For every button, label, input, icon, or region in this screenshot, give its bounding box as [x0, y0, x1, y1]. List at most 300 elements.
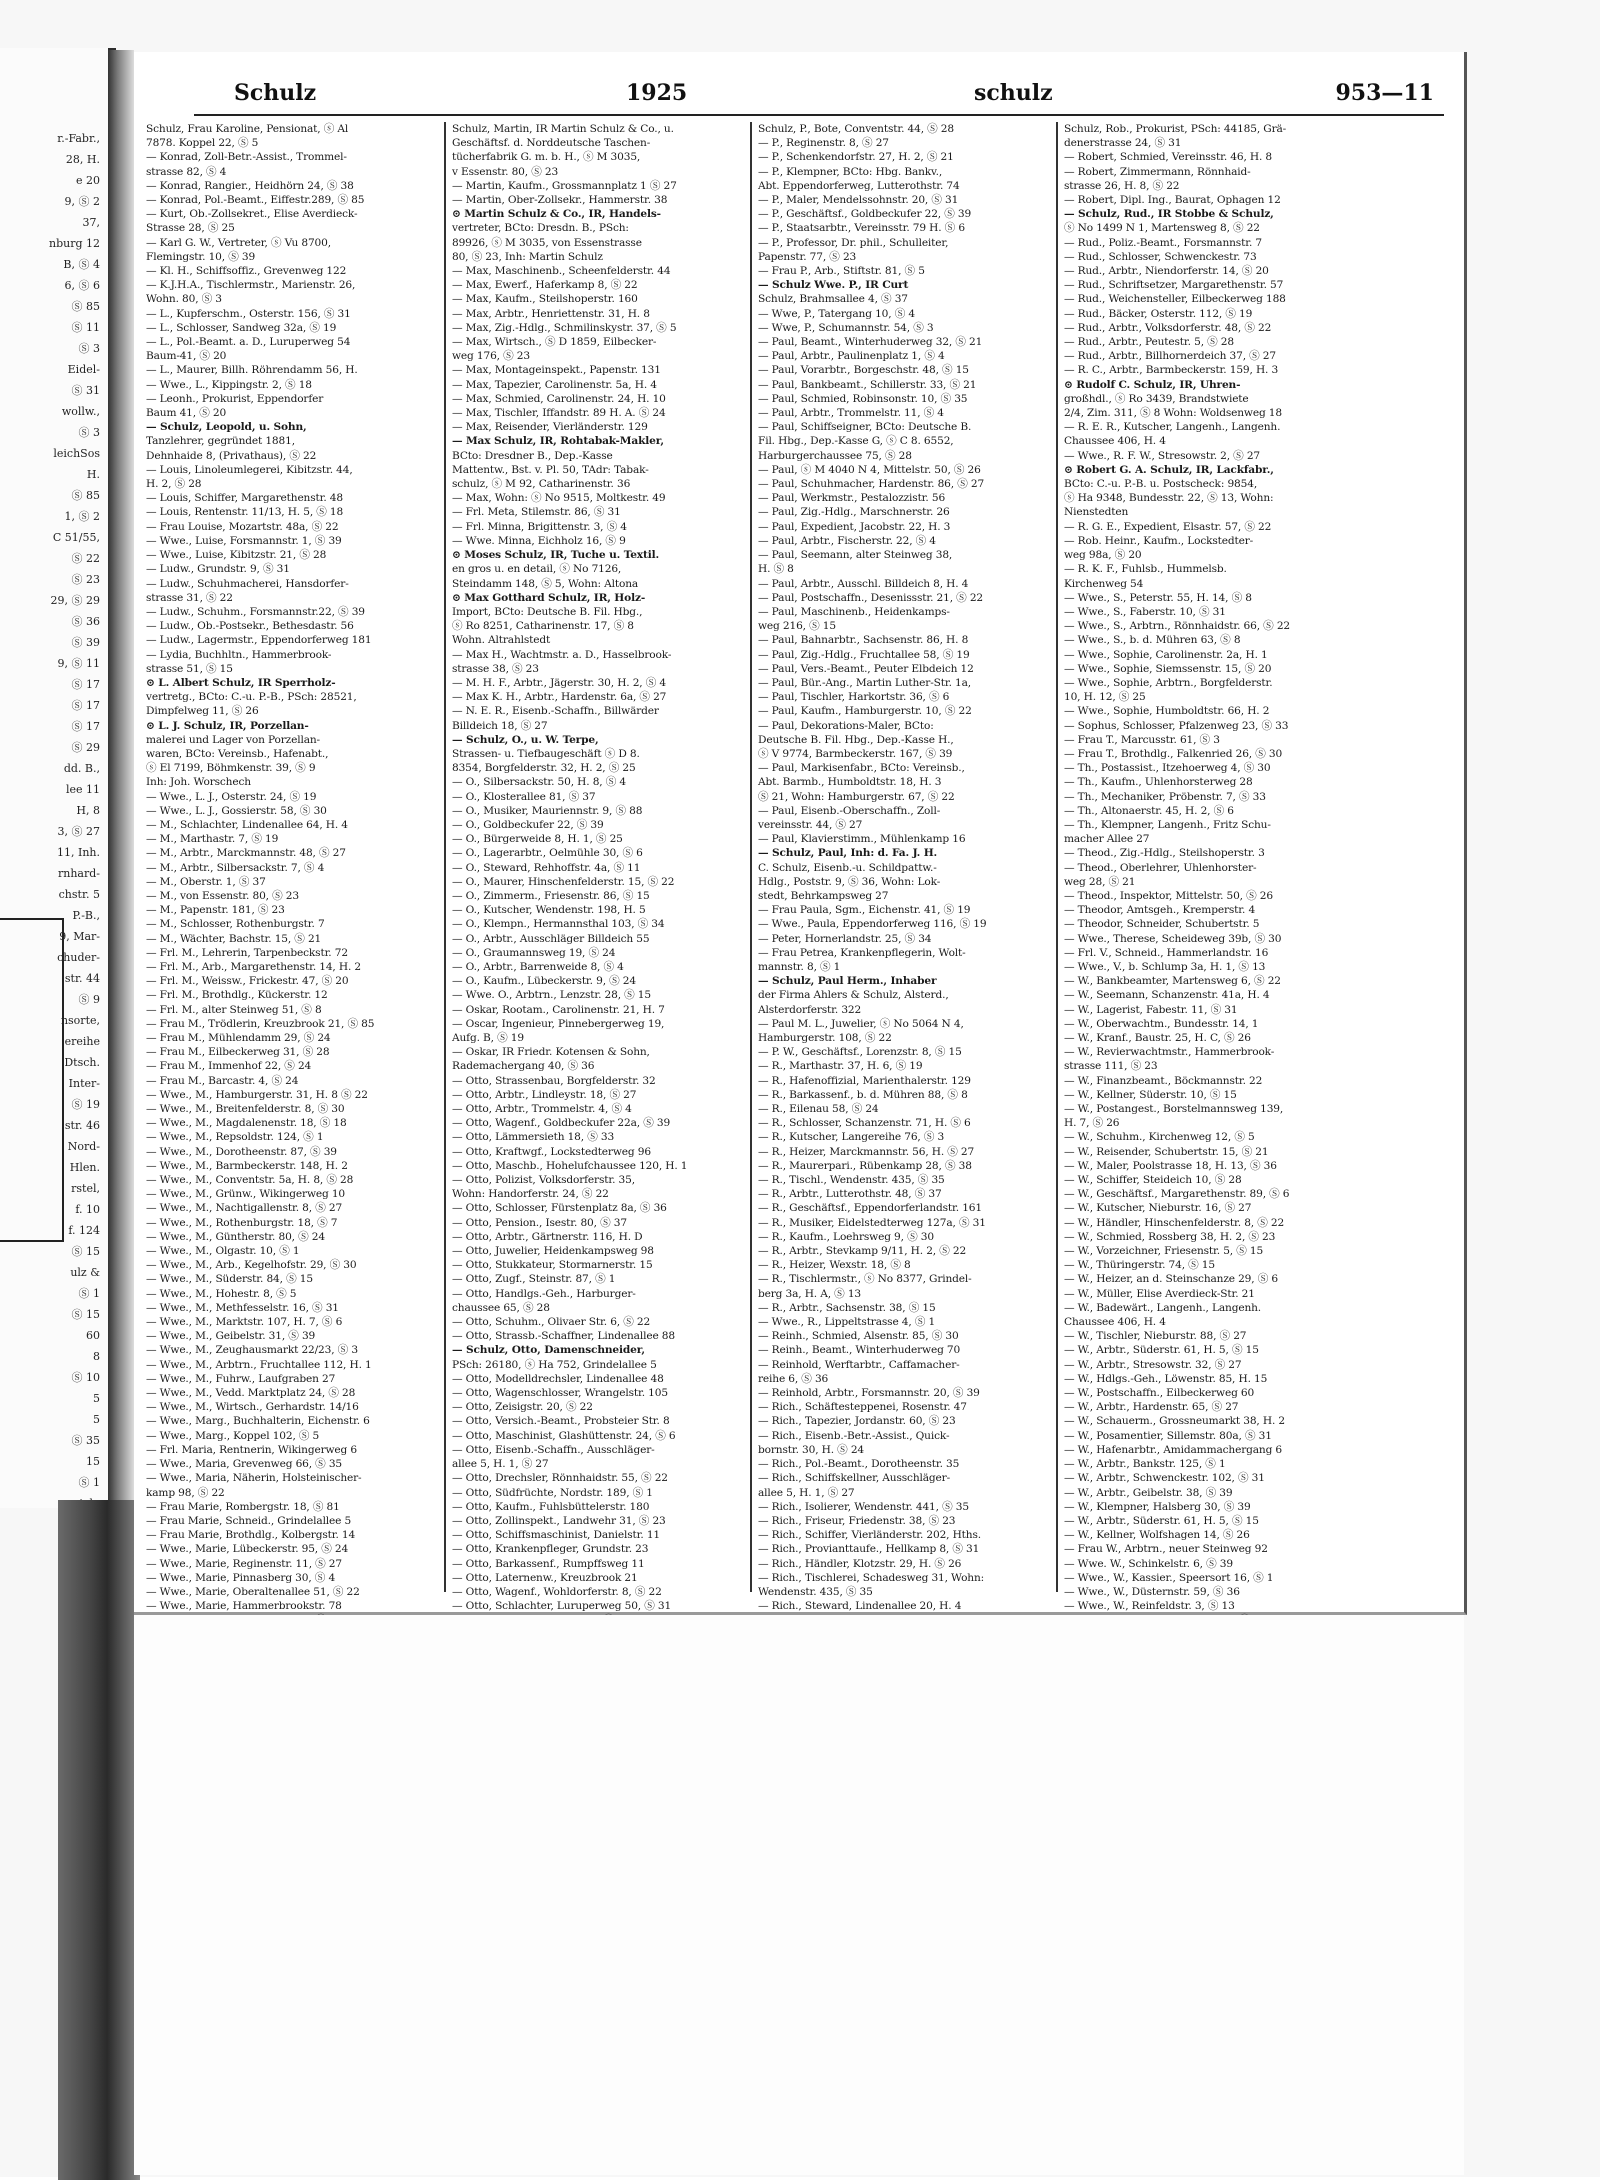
- directory-entry: — Otto, Wagenf., Wohldorferstr. 8, Ⓢ 22: [452, 1585, 662, 1598]
- directory-entry: — Ludw., Schuhmacherei, Hansdorfer-: [146, 577, 349, 590]
- directory-entry: PSch: 26180, ⓢ Ha 752, Grindelallee 5: [452, 1358, 657, 1371]
- directory-entry: Mattentw., Bst. v. Pl. 50, TAdr: Tabak-: [452, 463, 649, 476]
- directory-entry: — Otto, Strassenbau, Borgfelderstr. 32: [452, 1074, 656, 1087]
- directory-entry: — Otto, Handlgs.-Geh., Harburger-: [452, 1287, 636, 1300]
- directory-entry: Chaussee 406, H. 4: [1064, 1316, 1166, 1329]
- directory-entry: — Wwe., M., Hohestr. 8, Ⓢ 5: [146, 1287, 297, 1300]
- directory-entry: — Max, Ewerf., Haferkamp 8, Ⓢ 22: [452, 279, 638, 292]
- directory-entry: — Wwe. O., Arbtrn., Lenzstr. 28, Ⓢ 15: [452, 989, 651, 1002]
- directory-entry: — Robert, Dipl. Ing., Baurat, Ophagen 12: [1064, 194, 1281, 207]
- directory-entry: ⓢ V 9774, Barmbeckerstr. 167, Ⓢ 39: [758, 747, 953, 760]
- directory-entry: — Rich., Tischlerei, Schadesweg 31, Wohn:: [758, 1571, 985, 1584]
- left-page-fragment: leichSos: [53, 447, 100, 460]
- directory-entry: — Frau M., Barcastr. 4, Ⓢ 24: [146, 1074, 299, 1087]
- left-page-fragment: 8: [93, 1350, 100, 1363]
- left-page-fragment: dd. B.,: [63, 762, 100, 775]
- directory-entry: — Max, Tischler, Iffandstr. 89 H. A. Ⓢ 24: [452, 407, 666, 420]
- directory-entry: — O., Lagerarbtr., Oelmühle 30, Ⓢ 6: [452, 847, 643, 860]
- directory-entry: — Wwe., Maria, Grevenweg 66, Ⓢ 35: [146, 1458, 343, 1471]
- directory-entry: — Wwe. Minna, Eichholz 16, Ⓢ 9: [452, 534, 626, 547]
- directory-entry: macher Allee 27: [1064, 833, 1150, 846]
- directory-entry: — Reinh., Beamt., Winterhuderweg 70: [758, 1344, 961, 1357]
- directory-entry: — Rich., Händler, Klotzstr. 29, H. Ⓢ 26: [758, 1557, 962, 1570]
- directory-entry: — Max, Montageinspekt., Papenstr. 131: [452, 364, 661, 377]
- left-page-fragment: chuder-: [57, 951, 100, 964]
- directory-entry: Chaussee 406, H. 4: [1064, 435, 1166, 448]
- directory-entry: — Rich., Eisenb.-Betr.-Assist., Quick-: [758, 1429, 950, 1442]
- directory-entry: — Max, Reisender, Vierländerstr. 129: [452, 421, 648, 434]
- header-right-word: schulz: [974, 80, 1053, 106]
- directory-entry: — Otto, Maschb., Hohelufchaussee 120, H. 1: [452, 1159, 688, 1172]
- directory-entry: — Rud., Poliz.-Beamt., Forsmannstr. 7: [1064, 236, 1262, 249]
- directory-entry: — Max, Wirtsch., Ⓢ D 1859, Eilbecker-: [452, 336, 657, 349]
- directory-entry: — W., Reisender, Schubertstr. 15, Ⓢ 21: [1064, 1145, 1269, 1158]
- directory-entry: — Wwe., R., Lippeltstrasse 4, Ⓢ 1: [758, 1316, 936, 1329]
- directory-entry: — Otto, Lämmersieth 18, Ⓢ 33: [452, 1131, 615, 1144]
- directory-entry: — W., Arbtr., Schwenckestr. 102, Ⓢ 31: [1064, 1472, 1265, 1485]
- directory-entry: — R., Tischlermstr., ⓢ No 8377, Grindel-: [758, 1273, 972, 1286]
- directory-entry: — W., Hafenarbtr., Amidammachergang 6: [1064, 1443, 1283, 1456]
- directory-entry: — Otto, Laternenw., Kreuzbrook 21: [452, 1571, 638, 1584]
- directory-entry: strasse 82, Ⓢ 4: [146, 165, 227, 178]
- directory-entry: — P. W., Geschäftsf., Lorenzstr. 8, Ⓢ 15: [758, 1046, 962, 1059]
- column-3: [758, 122, 1050, 1613]
- left-page-fragment: Ⓢ 31: [71, 384, 100, 397]
- directory-entry: — W., Kranf., Baustr. 25, H. C, Ⓢ 26: [1064, 1032, 1251, 1044]
- directory-entry: — Paul, Klavierstimm., Mühlenkamp 16: [758, 833, 966, 846]
- directory-entry: — Paul, Vorarbtr., Borgeschstr. 48, Ⓢ 15: [758, 364, 969, 377]
- directory-entry: — Peter, Hornerlandstr. 25, Ⓢ 34: [758, 932, 932, 945]
- directory-entry: — Max, Schmied, Carolinenstr. 24, H. 10: [452, 392, 666, 405]
- directory-entry: — W., Vorzeichner, Friesenstr. 5, Ⓢ 15: [1064, 1245, 1264, 1258]
- directory-entry: — O., Graumannsweg 19, Ⓢ 24: [452, 946, 616, 959]
- left-page-fragment: Ⓢ 9: [78, 993, 100, 1006]
- directory-entry: — Frau M., Eilbeckerweg 31, Ⓢ 28: [146, 1046, 330, 1059]
- directory-entry: — Otto, Schiffsmaschinist, Danielstr. 11: [452, 1529, 661, 1542]
- directory-entry: — Wwe., Marie, Lübeckerstr. 95, Ⓢ 24: [146, 1543, 349, 1556]
- directory-entry: v Essenstr. 80, Ⓢ 23: [452, 165, 559, 178]
- directory-entry: Schulz, Frau Karoline, Pensionat, ⓢ Al: [146, 123, 349, 135]
- directory-entry: — Wwe., M., Zeughausmarkt 22/23, Ⓢ 3: [146, 1344, 358, 1357]
- directory-page: [134, 52, 1467, 1615]
- left-page-fragment: ulz &: [70, 1266, 100, 1279]
- directory-entry: — Frau Louise, Mozartstr. 48a, Ⓢ 22: [146, 520, 339, 533]
- directory-entry: — R. G. E., Expedient, Elsastr. 57, Ⓢ 22: [1064, 520, 1272, 533]
- directory-entry: 89926, ⓢ M 3035, von Essenstrasse: [452, 236, 642, 249]
- directory-entry: — W., Arbtr., Geibelstr. 38, Ⓢ 39: [1064, 1486, 1233, 1499]
- left-page-fragment: Ⓢ 1: [78, 1287, 100, 1300]
- directory-entry: Papenstr. 77, Ⓢ 23: [758, 250, 857, 263]
- directory-entry: — Th., Klempner, Langenh., Fritz Schu-: [1064, 818, 1271, 831]
- directory-entry: — Robert, Schmied, Vereinsstr. 46, H. 8: [1064, 151, 1272, 164]
- directory-entry: schulz, ⓢ M 92, Catharinenstr. 36: [452, 478, 631, 491]
- directory-entry: — Martin, Kaufm., Grossmannplatz 1 Ⓢ 27: [452, 179, 677, 192]
- directory-entry: großhdl., ⓢ Ro 3439, Brandstwiete: [1064, 392, 1249, 405]
- directory-entry: allee 5, H. 1, Ⓢ 27: [452, 1458, 549, 1471]
- directory-entry: strasse 26, H. 8, Ⓢ 22: [1064, 179, 1180, 192]
- header-year: 1925: [626, 80, 688, 106]
- directory-entry: — W., Arbtr., Süderstr. 61, H. 5, Ⓢ 15: [1064, 1344, 1259, 1357]
- directory-entry: — Max, Tapezier, Carolinenstr. 5a, H. 4: [452, 378, 657, 391]
- directory-entry: — Wwe., Marie, Reginenstr. 11, Ⓢ 27: [146, 1557, 342, 1570]
- directory-entry: — Wwe., M., Vedd. Marktplatz 24, Ⓢ 28: [146, 1387, 356, 1400]
- directory-entry: — R., Eilenau 58, Ⓢ 24: [758, 1103, 879, 1116]
- directory-entry: — Th., Postassist., Itzehoerweg 4, Ⓢ 30: [1064, 762, 1271, 775]
- directory-entry: — Paul, Werkmstr., Pestalozzistr. 56: [758, 492, 946, 505]
- left-page-fragment: 11, Inh.: [56, 846, 100, 859]
- directory-entry: — Wwe., M., Olgastr. 10, Ⓢ 1: [146, 1245, 300, 1258]
- directory-entry: — W., Arbtr., Hardenstr. 65, Ⓢ 27: [1064, 1401, 1239, 1414]
- directory-entry: — Reinh., Schmied, Alsenstr. 85, Ⓢ 30: [758, 1330, 959, 1343]
- directory-entry: — Schulz Wwe. P., IR Curt: [758, 279, 909, 292]
- left-page-fragment: Ⓢ 29: [71, 741, 100, 754]
- directory-entry: — Frl. M., alter Steinweg 51, Ⓢ 8: [146, 1003, 322, 1016]
- directory-entry: weg 176, Ⓢ 23: [452, 350, 530, 363]
- directory-entry: — Paul, Bankbeamt., Schillerstr. 33, Ⓢ 21: [758, 378, 977, 391]
- column-rule: [444, 122, 446, 1592]
- directory-entry: — Frau Marie, Schneid., Grindelallee 5: [146, 1514, 352, 1527]
- directory-entry: — Louis, Schiffer, Margarethenstr. 48: [146, 492, 343, 505]
- directory-entry: — W., Heizer, an d. Steinschanze 29, Ⓢ 6: [1064, 1273, 1278, 1286]
- directory-entry: — Wwe., R. F. W., Stresowstr. 2, Ⓢ 27: [1064, 449, 1260, 462]
- directory-entry: 8354, Borgfelderstr. 32, H. 2, Ⓢ 25: [452, 762, 636, 775]
- directory-entry: — W., Oberwachtm., Bundesstr. 14, 1: [1064, 1017, 1259, 1030]
- directory-entry: — R., Arbtr., Stevkamp 9/11, H. 2, Ⓢ 22: [758, 1245, 967, 1258]
- directory-entry: — Rud., Arbtr., Billhornerdeich 37, Ⓢ 27: [1064, 350, 1276, 363]
- directory-entry: — Schulz, Paul, Inh: d. Fa. J. H.: [758, 847, 938, 860]
- directory-entry: strasse 111, Ⓢ 23: [1064, 1060, 1158, 1073]
- directory-entry: — Schulz, Leopold, u. Sohn,: [146, 421, 307, 434]
- directory-entry: — Paul, Schiffseigner, BCto: Deutsche B.: [758, 421, 972, 434]
- left-page-fragment: 5: [93, 1392, 100, 1405]
- directory-entry: — Otto, Südfrüchte, Nordstr. 189, Ⓢ 1: [452, 1486, 653, 1499]
- directory-entry: — P., Reginenstr. 8, Ⓢ 27: [758, 137, 889, 150]
- directory-entry: — O., Klempn., Hermannsthal 103, Ⓢ 34: [452, 918, 665, 931]
- directory-entry: — P., Geschäftsf., Goldbeckufer 22, Ⓢ 39: [758, 208, 972, 221]
- directory-entry: — W., Bankbeamter, Martensweg 6, Ⓢ 22: [1064, 975, 1281, 988]
- directory-entry: — Otto, Maschinist, Glashüttenstr. 24, Ⓢ 6: [452, 1429, 676, 1442]
- directory-entry: — L., Maurer, Billh. Röhrendamm 56, H.: [146, 364, 358, 377]
- directory-entry: — Martin, Ober-Zollsekr., Hammerstr. 38: [452, 194, 668, 207]
- left-page-fragment: chstr. 5: [58, 888, 100, 901]
- directory-entry: — Paul, Beamt., Winterhuderweg 32, Ⓢ 21: [758, 336, 983, 349]
- directory-entry: Strassen- u. Tiefbaugeschäft ⓢ D 8.: [452, 747, 640, 760]
- directory-entry: — Lydia, Buchhltn., Hammerbrook-: [146, 648, 332, 661]
- directory-entry: — R., Marthastr. 37, H. 6, Ⓢ 19: [758, 1060, 923, 1073]
- left-page-fragment: Ⓢ 11: [71, 321, 100, 334]
- directory-entry: — Paul, Zig.-Hdlg., Fruchtallee 58, Ⓢ 19: [758, 648, 970, 661]
- directory-entry: ⓢ Ha 9348, Bundesstr. 22, Ⓢ 13, Wohn:: [1064, 492, 1274, 505]
- directory-entry: — W., Posamentier, Sillemstr. 80a, Ⓢ 31: [1064, 1429, 1272, 1442]
- directory-entry: — Rud., Arbtr., Peutestr. 5, Ⓢ 28: [1064, 336, 1234, 349]
- directory-entry: — Wwe., W., Düsternstr. 59, Ⓢ 36: [1064, 1585, 1240, 1598]
- directory-entry: — Paul, Arbtr., Trommelstr. 11, Ⓢ 4: [758, 407, 944, 420]
- directory-entry: Baum-41, Ⓢ 20: [146, 350, 227, 363]
- directory-entry: — Wwe., S., Faberstr. 10, Ⓢ 31: [1064, 605, 1226, 618]
- directory-entry: — Wwe., M., Breitenfelderstr. 8, Ⓢ 30: [146, 1103, 345, 1116]
- left-page-fragment: Ⓢ 15: [71, 1245, 100, 1258]
- directory-entry: — M., Schlosser, Rothenburgstr. 7: [146, 918, 325, 931]
- left-page-fragment: 15: [86, 1455, 100, 1468]
- directory-entry: — Th., Altonaerstr. 45, H. 2, Ⓢ 6: [1064, 804, 1234, 817]
- left-page-fragment: Ⓢ 23: [71, 573, 100, 586]
- directory-entry: — W., Maler, Poolstrasse 18, H. 13, Ⓢ 36: [1064, 1159, 1277, 1172]
- directory-entry: — Otto, Schlosser, Fürstenplatz 8a, Ⓢ 36: [452, 1202, 667, 1215]
- directory-entry: — Otto, Stukkateur, Stormarnerstr. 15: [452, 1259, 653, 1272]
- directory-entry: — Wwe., Marie, Pinnasberg 30, Ⓢ 4: [146, 1571, 336, 1584]
- directory-entry: strasse 31, Ⓢ 22: [146, 591, 233, 604]
- directory-entry: ⓢ Ro 8251, Catharinenstr. 17, Ⓢ 8: [452, 620, 634, 633]
- directory-entry: — W., Schiffer, Steideich 10, Ⓢ 28: [1064, 1174, 1242, 1187]
- directory-entry: — Schulz, O., u. W. Terpe,: [452, 733, 599, 746]
- directory-entry: — Frl. Minna, Brigittenstr. 3, Ⓢ 4: [452, 520, 627, 533]
- directory-entry: Baum 41, Ⓢ 20: [146, 407, 227, 420]
- header-left-word: Schulz: [234, 80, 317, 106]
- directory-entry: — Wwe., M., Geibelstr. 31, Ⓢ 39: [146, 1330, 316, 1343]
- left-page-fragment: C 51/55,: [52, 531, 100, 544]
- left-page-fragment: nburg 12: [48, 237, 100, 250]
- directory-entry: — Paul, Maschinenb., Heidenkamps-: [758, 605, 950, 618]
- directory-entry: stedt, Behrkampsweg 27: [758, 889, 889, 902]
- directory-entry: — Otto, Schlachter, Luruperweg 50, Ⓢ 31: [452, 1600, 672, 1613]
- directory-entry: — Rich., Schiffer, Vierländerstr. 202, Hths.: [758, 1529, 981, 1542]
- directory-entry: Wohn. Altrahlstedt: [452, 634, 551, 647]
- directory-entry: ⊙ Martin Schulz & Co., IR, Handels-: [452, 208, 661, 221]
- directory-entry: Alsterdorferstr. 322: [758, 1003, 862, 1016]
- directory-entry: — Rich., Schäftesteppenei, Rosenstr. 47: [758, 1401, 967, 1414]
- directory-entry: — O., Klosterallee 81, Ⓢ 37: [452, 790, 596, 803]
- directory-entry: — Rud., Schlosser, Schwenckestr. 73: [1064, 250, 1257, 263]
- directory-entry: 10, H. 12, Ⓢ 25: [1064, 691, 1146, 704]
- left-page-fragment: Eidel-: [67, 363, 100, 376]
- directory-entry: — Paul, Tischler, Harkortstr. 36, Ⓢ 6: [758, 691, 950, 704]
- directory-entry: — Otto, Eisenb.-Schaffn., Ausschläger-: [452, 1443, 655, 1456]
- directory-entry: — M., Oberstr. 1, Ⓢ 37: [146, 875, 266, 888]
- directory-entry: — Wwe., M., Nachtigallenstr. 8, Ⓢ 27: [146, 1202, 343, 1215]
- directory-entry: Schulz, Brahmsallee 4, Ⓢ 37: [758, 293, 908, 306]
- directory-entry: — P., Schenkendorfstr. 27, H. 2, Ⓢ 21: [758, 151, 954, 164]
- column-rule: [1056, 122, 1058, 1592]
- left-page-fragment: P.-B.,: [72, 909, 100, 922]
- directory-entry: — Frau P., Arb., Stiftstr. 81, Ⓢ 5: [758, 265, 925, 278]
- directory-entry: — L., Kupferschm., Osterstr. 156, Ⓢ 31: [146, 307, 351, 320]
- directory-entry: — Wwe., M., Conventstr. 5a, H. 8, Ⓢ 28: [146, 1174, 354, 1187]
- directory-entry: weg 98a, Ⓢ 20: [1064, 549, 1142, 562]
- directory-entry: — W., Tischler, Nieburstr. 88, Ⓢ 27: [1064, 1330, 1247, 1343]
- left-page-box: [0, 918, 64, 1242]
- directory-entry: — Wwe., W., Reinfeldstr. 3, Ⓢ 13: [1064, 1600, 1235, 1613]
- directory-entry: — Max, Arbtr., Henriettenstr. 31, H. 8: [452, 307, 650, 320]
- directory-entry: — Max, Maschinenb., Scheenfelderstr. 44: [452, 265, 671, 278]
- directory-entry: 2/4, Zim. 311, Ⓢ 8 Wohn: Woldsenweg 18: [1064, 407, 1282, 420]
- directory-entry: — W., Schauerm., Grossneumarkt 38, H. 2: [1064, 1415, 1285, 1428]
- directory-entry: — Paul, Schuhmacher, Hardenstr. 86, Ⓢ 27: [758, 478, 985, 491]
- directory-entry: — Rich., Pol.-Beamt., Dorotheenstr. 35: [758, 1458, 960, 1471]
- directory-entry: — Wwe., Marg., Buchhalterin, Eichenstr. 6: [146, 1415, 370, 1428]
- directory-entry: C. Schulz, Eisenb.-u. Schildpattw.-: [758, 861, 937, 874]
- directory-entry: — Wwe., Marie, Oberaltenallee 51, Ⓢ 22: [146, 1585, 360, 1598]
- directory-entry: — Wwe., Sophie, Humboldtstr. 66, H. 2: [1064, 705, 1270, 718]
- directory-entry: — Wwe., Marie, Hammerbrookstr. 78: [146, 1600, 342, 1613]
- left-page-fragment: 6, Ⓢ 6: [64, 279, 100, 292]
- left-page-fragment: nsorte,: [60, 1014, 100, 1027]
- directory-entry: — O., Kaufm., Lübeckerstr. 9, Ⓢ 24: [452, 975, 636, 988]
- left-page-fragment: Ⓢ 17: [71, 699, 100, 712]
- directory-entry: — Kurt, Ob.-Zollsekret., Elise Averdieck-: [146, 208, 358, 221]
- left-page-fragment: str. 46: [64, 1119, 100, 1132]
- directory-entry: — Rich., Steward, Lindenallee 20, H. 4: [758, 1600, 962, 1613]
- directory-entry: — Frau M., Trödlerin, Kreuzbrook 21, Ⓢ 85: [146, 1017, 375, 1030]
- directory-entry: — W., Geschäftsf., Margarethenstr. 89, Ⓢ 6: [1064, 1188, 1290, 1201]
- directory-entry: — Karl G. W., Vertreter, ⓢ Vu 8700,: [146, 236, 331, 249]
- directory-entry: — W., Hdlgs.-Geh., Löwenstr. 85, H. 15: [1064, 1372, 1268, 1385]
- directory-entry: — Oskar, Rootam., Carolinenstr. 21, H. 7: [452, 1003, 665, 1016]
- directory-entry: — Paul, Arbtr., Ausschl. Billdeich 8, H. 4: [758, 577, 969, 590]
- directory-entry: — M. H. F., Arbtr., Jägerstr. 30, H. 2, Ⓢ 4: [452, 676, 666, 689]
- directory-entry: — K.J.H.A., Tischlermstr., Marienstr. 26,: [146, 279, 356, 292]
- directory-entry: ⊙ Rudolf C. Schulz, IR, Uhren-: [1064, 378, 1241, 391]
- directory-entry: Schulz, Rob., Prokurist, PSch: 44185, Grä-: [1064, 123, 1287, 135]
- directory-entry: — N. E. R., Eisenb.-Schaffn., Billwärder: [452, 705, 659, 718]
- directory-entry: — Wwe., Sophie, Carolinenstr. 2a, H. 1: [1064, 648, 1268, 661]
- directory-entry: — O., Maurer, Hinschenfelderstr. 15, Ⓢ 22: [452, 875, 675, 888]
- directory-entry: — Paul, Bür.-Ang., Martin Luther-Str. 1a,: [758, 676, 972, 689]
- directory-entry: — Wwe., M., Dorotheenstr. 87, Ⓢ 39: [146, 1145, 337, 1158]
- directory-entry: Wohn: Handorferstr. 24, Ⓢ 22: [452, 1188, 609, 1201]
- left-page-fragment: Ⓢ 17: [71, 720, 100, 733]
- directory-entry: — O., Bürgerweide 8, H. 1, Ⓢ 25: [452, 833, 623, 846]
- page-bottom-margin: [134, 1615, 1464, 2175]
- directory-entry: — W., Kutscher, Nieburstr. 16, Ⓢ 27: [1064, 1202, 1252, 1215]
- directory-entry: — Rud., Arbtr., Volksdorferstr. 48, Ⓢ 22: [1064, 321, 1272, 334]
- directory-entry: — O., Musiker, Mauriennstr. 9, Ⓢ 88: [452, 804, 643, 817]
- directory-entry: Schulz, Martin, IR Martin Schulz & Co., u.: [452, 123, 674, 135]
- directory-entry: Deutsche B. Fil. Hbg., Dep.-Kasse H.,: [758, 733, 954, 746]
- directory-entry: — Schulz, Rud., IR Stobbe & Schulz,: [1064, 208, 1274, 221]
- directory-entry: allee 5, H. 1, Ⓢ 27: [758, 1486, 855, 1499]
- directory-entry: — P., Klempner, BCto: Hbg. Bankv.,: [758, 165, 943, 178]
- directory-entry: — Wwe., M., Barmbeckerstr. 148, H. 2: [146, 1159, 348, 1172]
- directory-entry: — Robert, Zimmermann, Rönnhaid-: [1064, 165, 1251, 178]
- directory-entry: — Paul, Markisenfabr., BCto: Vereinsb.,: [758, 762, 965, 775]
- directory-entry: — R., Arbtr., Lutterothstr. 48, Ⓢ 37: [758, 1188, 942, 1201]
- directory-entry: — L., Schlosser, Sandweg 32a, Ⓢ 19: [146, 321, 337, 334]
- directory-entry: — Paul, Vers.-Beamt., Peuter Elbdeich 12: [758, 662, 974, 675]
- directory-entry: — Ludw., Lagermstr., Eppendorferweg 181: [146, 634, 372, 647]
- directory-entry: Import, BCto: Deutsche B. Fil. Hbg.,: [452, 605, 643, 618]
- directory-entry: — Otto, Juwelier, Heidenkampsweg 98: [452, 1245, 654, 1258]
- directory-entry: — W., Revierwachtmstr., Hammerbrook-: [1064, 1046, 1275, 1059]
- column-2: [452, 122, 744, 1613]
- directory-entry: — Wwe., S., Arbtrn., Rönnhaidstr. 66, Ⓢ 22: [1064, 620, 1291, 633]
- column-2-entries: [452, 122, 744, 1812]
- directory-entry: ⊙ L. J. Schulz, IR, Porzellan-: [146, 719, 309, 732]
- directory-entry: — Frau M., Immenhof 22, Ⓢ 24: [146, 1060, 312, 1073]
- directory-entry: — Frau Petrea, Krankenpflegerin, Wolt-: [758, 946, 966, 959]
- directory-entry: — O., Arbtr., Barrenweide 8, Ⓢ 4: [452, 960, 624, 973]
- directory-entry: — Paul, Schmied, Robinsonstr. 10, Ⓢ 35: [758, 392, 968, 405]
- directory-entry: — R. C., Arbtr., Barmbeckerstr. 159, H. 3: [1064, 364, 1279, 377]
- directory-entry: — Max, Kaufm., Steilshoperstr. 160: [452, 293, 638, 306]
- directory-entry: — Otto, Versich.-Beamt., Probsteier Str. 8: [452, 1415, 670, 1428]
- directory-entry: — Wwe., V., b. Schlump 3a, H. 1, Ⓢ 13: [1064, 960, 1266, 973]
- directory-entry: bornstr. 30, H. Ⓢ 24: [758, 1443, 865, 1456]
- directory-entry: — R., Arbtr., Sachsenstr. 38, Ⓢ 15: [758, 1301, 936, 1314]
- directory-entry: — Rob. Heinr., Kaufm., Lockstedter-: [1064, 534, 1254, 547]
- directory-entry: — M., Marthastr. 7, Ⓢ 19: [146, 833, 279, 846]
- directory-entry: 80, Ⓢ 23, Inh: Martin Schulz: [452, 250, 603, 263]
- directory-entry: — Otto, Kraftwgf., Lockstedterweg 96: [452, 1145, 651, 1158]
- column-1: [146, 122, 438, 1613]
- directory-entry: — Wwe., M., Arbtrn., Fruchtallee 112, H. 1: [146, 1358, 372, 1371]
- directory-entry: — Wwe., L., Kippingstr. 2, Ⓢ 18: [146, 378, 312, 391]
- directory-entry: chaussee 65, Ⓢ 28: [452, 1301, 550, 1314]
- directory-entry: — R., Musiker, Eidelstedterweg 127a, Ⓢ 31: [758, 1216, 986, 1229]
- directory-entry: — Schulz, Otto, Damenschneider,: [452, 1344, 645, 1357]
- left-page-fragment: Ⓢ 3: [78, 342, 100, 355]
- directory-entry: — Wwe., Maria, Näherin, Holsteinischer-: [146, 1472, 362, 1485]
- directory-entry: — R., Tischl., Wendenstr. 435, Ⓢ 35: [758, 1174, 945, 1187]
- directory-entry: — M., Papenstr. 181, Ⓢ 23: [146, 904, 285, 917]
- directory-entry: — Frau Marie, Brothdlg., Kolbergstr. 14: [146, 1529, 356, 1542]
- directory-entry: Billdeich 18, Ⓢ 27: [452, 719, 548, 732]
- directory-entry: H. Ⓢ 8: [758, 563, 794, 576]
- directory-entry: — Frl. M., Arb., Margarethenstr. 14, H. 2: [146, 960, 361, 973]
- directory-entry: — Wwe., Sophie, Siemssenstr. 15, Ⓢ 20: [1064, 662, 1272, 675]
- directory-entry: — W., Händler, Hinschenfelderstr. 8, Ⓢ 22: [1064, 1216, 1285, 1229]
- directory-entry: — Rud., Weichensteller, Eilbeckerweg 188: [1064, 293, 1286, 306]
- directory-entry: — Frl. V., Schneid., Hammerlandstr. 16: [1064, 946, 1269, 959]
- directory-entry: — Sophus, Schlosser, Pfalzenweg 23, Ⓢ 33: [1064, 719, 1289, 732]
- directory-entry: — Rich., Schiffskellner, Ausschläger-: [758, 1472, 951, 1485]
- left-page-fragment: wollw.,: [61, 405, 100, 418]
- directory-entry: — Schulz, Paul Herm., Inhaber: [758, 975, 937, 988]
- directory-entry: — Paul, Arbtr., Fischerstr. 22, Ⓢ 4: [758, 534, 936, 547]
- directory-entry: — P., Staatsarbtr., Vereinsstr. 79 H. Ⓢ 6: [758, 222, 965, 235]
- directory-entry: — R., Kutscher, Langereihe 76, Ⓢ 3: [758, 1131, 945, 1144]
- left-page-fragment: 9, Ⓢ 2: [64, 195, 100, 208]
- directory-entry: Ⓢ 21, Wohn: Hamburgerstr. 67, Ⓢ 22: [758, 790, 955, 803]
- directory-entry: — Otto, Schuhm., Olivaer Str. 6, Ⓢ 22: [452, 1316, 651, 1329]
- directory-entry: — Paul, Expedient, Jacobstr. 22, H. 3: [758, 520, 951, 533]
- directory-entry: — R., Heizer, Wexstr. 18, Ⓢ 8: [758, 1259, 911, 1272]
- directory-entry: — P., Maler, Mendelssohnstr. 20, Ⓢ 31: [758, 194, 959, 207]
- directory-entry: — Frau W., Arbtrn., neuer Steinweg 92: [1064, 1543, 1268, 1556]
- directory-entry: Strasse 28, Ⓢ 25: [146, 222, 235, 235]
- left-page-fragment: 3, Ⓢ 27: [57, 825, 100, 838]
- directory-entry: strasse 51, Ⓢ 15: [146, 662, 233, 675]
- directory-entry: BCto: Dresdner B., Dep.-Kasse: [452, 449, 613, 462]
- directory-entry: — Theodor, Amtsgeh., Kremperstr. 4: [1064, 904, 1256, 917]
- left-page-text: [2, 128, 100, 1682]
- directory-entry: — Rud., Bäcker, Osterstr. 112, Ⓢ 19: [1064, 307, 1253, 320]
- directory-entry: — Louis, Rentenstr. 11/13, H. 5, Ⓢ 18: [146, 506, 344, 519]
- left-page-fragment: Ⓢ 39: [71, 636, 100, 649]
- left-page-fragment: B, Ⓢ 4: [63, 258, 100, 271]
- column-4-entries: [1064, 122, 1356, 1798]
- directory-entry: Steindamm 148, Ⓢ 5, Wohn: Altona: [452, 577, 639, 590]
- directory-entry: — Wwe., M., Magdalenenstr. 18, Ⓢ 18: [146, 1117, 347, 1130]
- left-page-fragment: Hlen.: [69, 1161, 100, 1174]
- left-page-fragment: 29, Ⓢ 29: [50, 594, 100, 607]
- directory-entry: — Th., Kaufm., Uhlenhorsterweg 28: [1064, 776, 1253, 789]
- directory-entry: — M., Arbtr., Marckmannstr. 48, Ⓢ 27: [146, 847, 346, 860]
- left-page-fragment: Dtsch.: [64, 1056, 100, 1069]
- directory-entry: — Oscar, Ingenieur, Pinnebergerweg 19,: [452, 1017, 665, 1030]
- directory-entry: — R., Heizer, Marckmannstr. 56, H. Ⓢ 27: [758, 1145, 975, 1158]
- directory-entry: — Wwe., M., Repsoldstr. 124, Ⓢ 1: [146, 1131, 324, 1144]
- directory-entry: — Ludw., Ob.-Postsekr., Bethesdastr. 56: [146, 620, 354, 633]
